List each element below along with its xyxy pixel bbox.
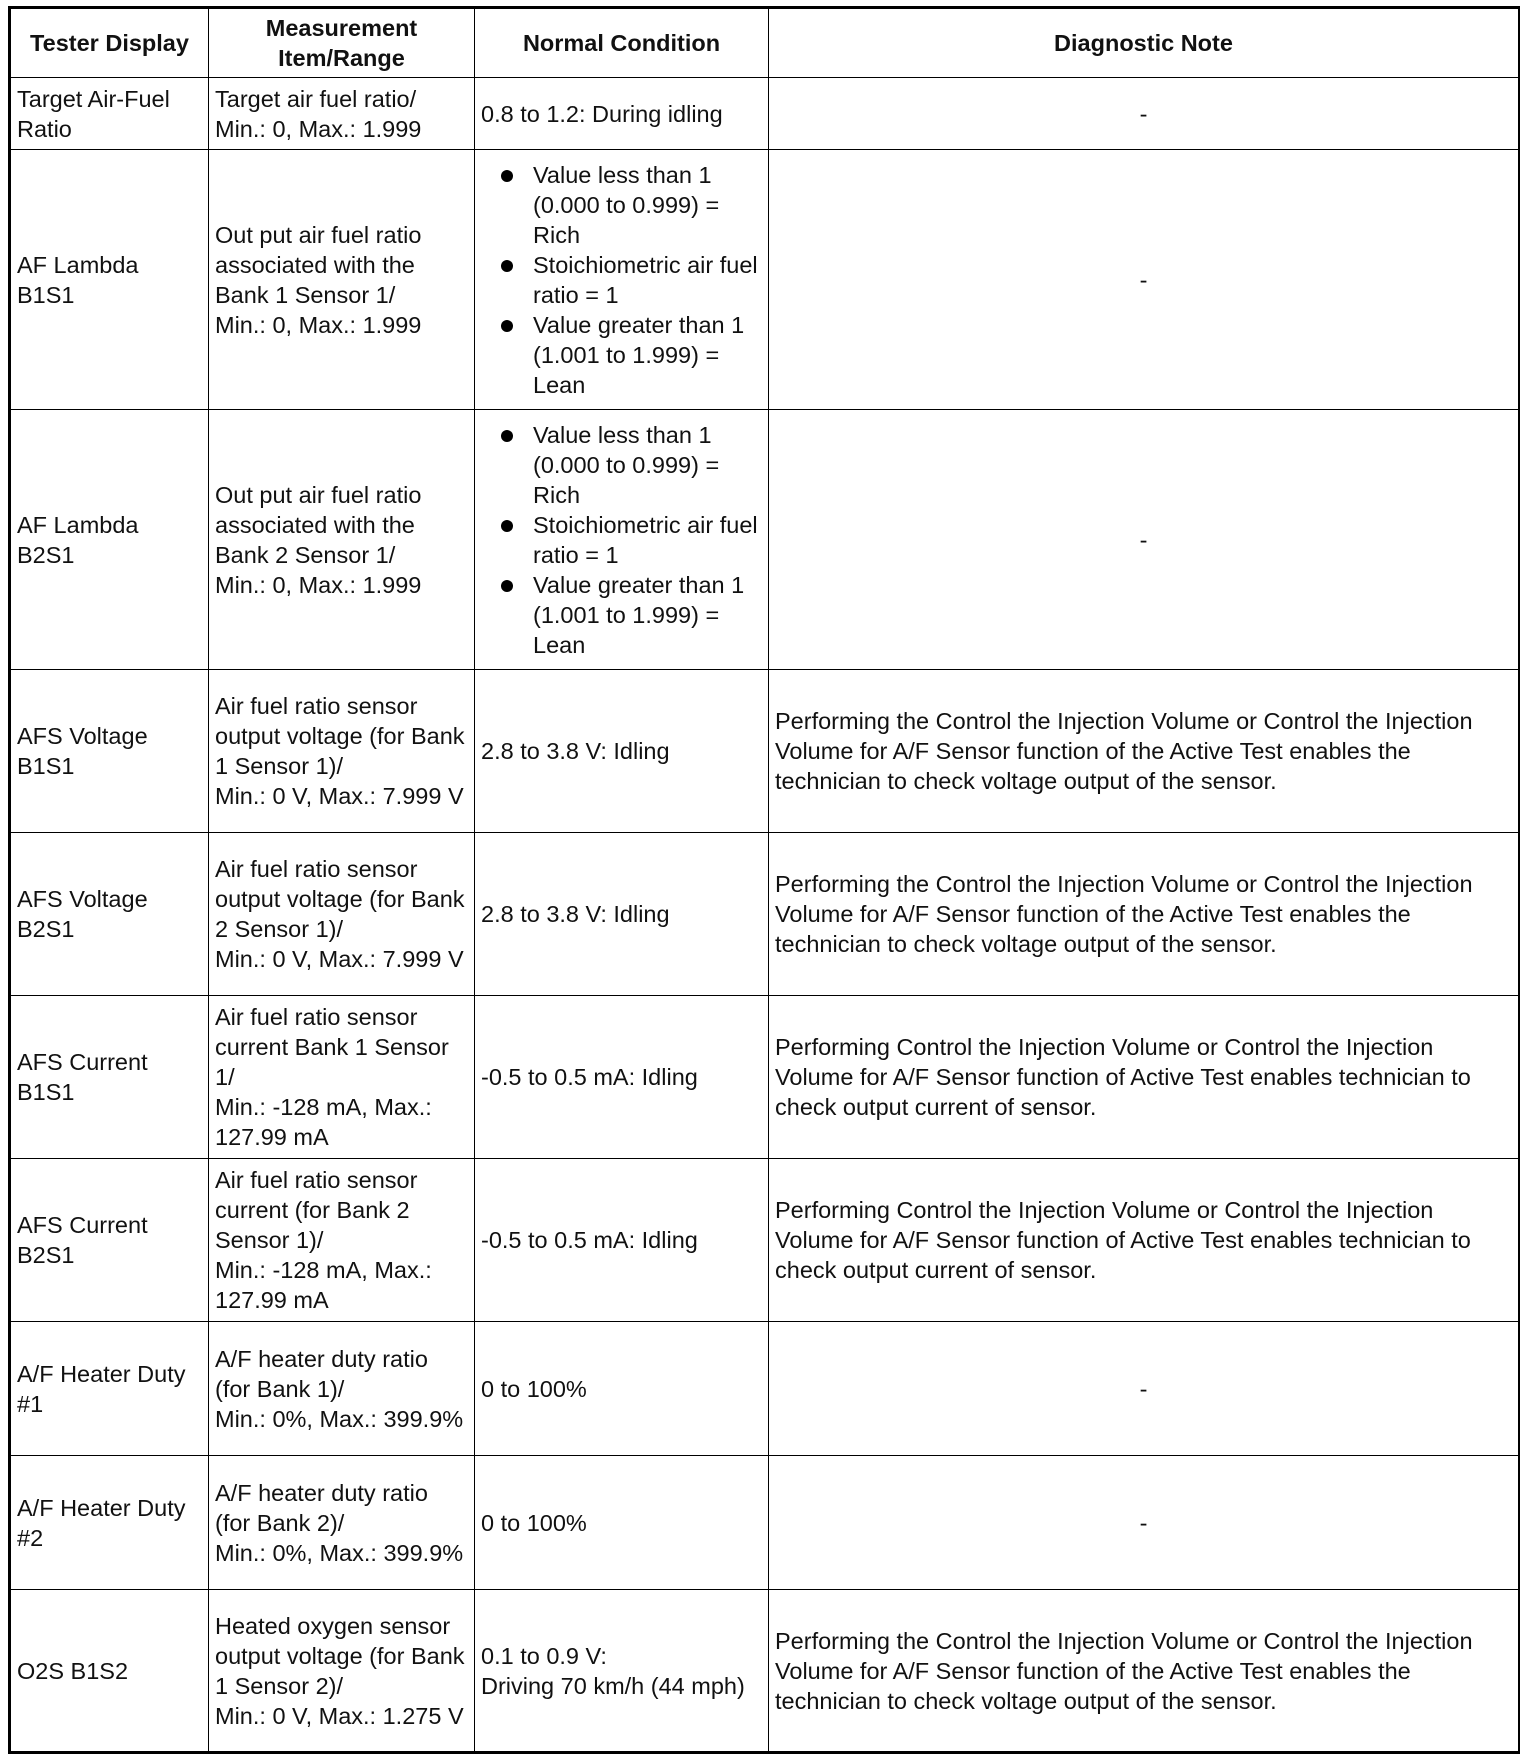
list-item: Value greater than 1 (1.001 to 1.999) = Lean — [533, 570, 762, 660]
cell-diagnostic-note: Performing Control the Injection Volume or Control the Injection Volume for A/F Sensor function of Active Test enables technician to check output current of sensor. — [769, 996, 1520, 1159]
cell-diagnostic-note: Performing the Control the Injection Volume or Control the Injection Volume for A/F Sensor function of the Active Test enables the technician to check voltage output of the sensor. — [769, 670, 1520, 833]
cell-diagnostic-note: - — [769, 410, 1520, 670]
condition-bullet-list — [481, 420, 762, 660]
cell-diagnostic-note: Performing Control the Injection Volume or Control the Injection Volume for A/F Sensor function of Active Test enables technician to check output current of sensor. — [769, 1159, 1520, 1322]
cell-measurement-item: Target air fuel ratio/ Min.: 0, Max.: 1.999 — [209, 78, 475, 150]
cell-normal-condition: 0.1 to 0.9 V: Driving 70 km/h (44 mph) — [475, 1590, 769, 1753]
header-row — [10, 8, 1520, 78]
cell-normal-condition: 0.8 to 1.2: During idling — [475, 78, 769, 150]
cell-tester-display: A/F Heater Duty #1 — [10, 1322, 209, 1456]
cell-normal-condition — [475, 410, 769, 670]
cell-normal-condition: 0 to 100% — [475, 1456, 769, 1590]
cell-tester-display: AFS Current B1S1 — [10, 996, 209, 1159]
table-row — [10, 833, 1520, 996]
cell-diagnostic-note: - — [769, 1322, 1520, 1456]
table-row — [10, 1159, 1520, 1322]
table-row — [10, 78, 1520, 150]
cell-tester-display: AF Lambda B2S1 — [10, 410, 209, 670]
table-row — [10, 1456, 1520, 1590]
cell-diagnostic-note: Performing the Control the Injection Volume or Control the Injection Volume for A/F Sensor function of the Active Test enables the technician to check voltage output of the sensor. — [769, 833, 1520, 996]
table-row — [10, 670, 1520, 833]
cell-tester-display: AFS Voltage B1S1 — [10, 670, 209, 833]
cell-normal-condition: 0 to 100% — [475, 1322, 769, 1456]
header-measurement-item: Measurement Item/Range — [209, 8, 475, 78]
header-normal-condition: Normal Condition — [475, 8, 769, 78]
cell-measurement-item: Heated oxygen sensor output voltage (for Bank 1 Sensor 2)/ Min.: 0 V, Max.: 1.275 V — [209, 1590, 475, 1753]
tester-data-table — [8, 6, 1520, 1754]
cell-tester-display: AF Lambda B1S1 — [10, 150, 209, 410]
condition-bullet-list — [481, 160, 762, 400]
list-item: Value less than 1 (0.000 to 0.999) = Rich — [533, 420, 762, 510]
cell-tester-display: AFS Current B2S1 — [10, 1159, 209, 1322]
cell-measurement-item: Air fuel ratio sensor output voltage (for Bank 1 Sensor 1)/ Min.: 0 V, Max.: 7.999 V — [209, 670, 475, 833]
table-row — [10, 1322, 1520, 1456]
cell-measurement-item: A/F heater duty ratio (for Bank 1)/ Min.: 0%, Max.: 399.9% — [209, 1322, 475, 1456]
cell-measurement-item: Air fuel ratio sensor current (for Bank 2 Sensor 1)/ Min.: -128 mA, Max.: 127.99 mA — [209, 1159, 475, 1322]
list-item: Stoichiometric air fuel ratio = 1 — [533, 250, 762, 310]
table-row — [10, 150, 1520, 410]
list-item: Value less than 1 (0.000 to 0.999) = Rich — [533, 160, 762, 250]
cell-tester-display: A/F Heater Duty #2 — [10, 1456, 209, 1590]
cell-diagnostic-note: - — [769, 1456, 1520, 1590]
table-row — [10, 1590, 1520, 1753]
cell-measurement-item: Out put air fuel ratio associated with the Bank 2 Sensor 1/ Min.: 0, Max.: 1.999 — [209, 410, 475, 670]
cell-measurement-item: Out put air fuel ratio associated with the Bank 1 Sensor 1/ Min.: 0, Max.: 1.999 — [209, 150, 475, 410]
header-diagnostic-note: Diagnostic Note — [769, 8, 1520, 78]
cell-diagnostic-note: Performing the Control the Injection Volume or Control the Injection Volume for A/F Sensor function of the Active Test enables the technician to check voltage output of the sensor. — [769, 1590, 1520, 1753]
cell-normal-condition: 2.8 to 3.8 V: Idling — [475, 833, 769, 996]
cell-tester-display: Target Air-Fuel Ratio — [10, 78, 209, 150]
cell-normal-condition — [475, 150, 769, 410]
cell-measurement-item: Air fuel ratio sensor current Bank 1 Sensor 1/ Min.: -128 mA, Max.: 127.99 mA — [209, 996, 475, 1159]
cell-normal-condition: -0.5 to 0.5 mA: Idling — [475, 996, 769, 1159]
table-row — [10, 410, 1520, 670]
table-row — [10, 996, 1520, 1159]
list-item: Value greater than 1 (1.001 to 1.999) = Lean — [533, 310, 762, 400]
cell-measurement-item: A/F heater duty ratio (for Bank 2)/ Min.: 0%, Max.: 399.9% — [209, 1456, 475, 1590]
header-tester-display: Tester Display — [10, 8, 209, 78]
cell-normal-condition: 2.8 to 3.8 V: Idling — [475, 670, 769, 833]
cell-diagnostic-note: - — [769, 150, 1520, 410]
cell-measurement-item: Air fuel ratio sensor output voltage (for Bank 2 Sensor 1)/ Min.: 0 V, Max.: 7.999 V — [209, 833, 475, 996]
cell-normal-condition: -0.5 to 0.5 mA: Idling — [475, 1159, 769, 1322]
cell-tester-display: O2S B1S2 — [10, 1590, 209, 1753]
list-item: Stoichiometric air fuel ratio = 1 — [533, 510, 762, 570]
cell-tester-display: AFS Voltage B2S1 — [10, 833, 209, 996]
cell-diagnostic-note: - — [769, 78, 1520, 150]
